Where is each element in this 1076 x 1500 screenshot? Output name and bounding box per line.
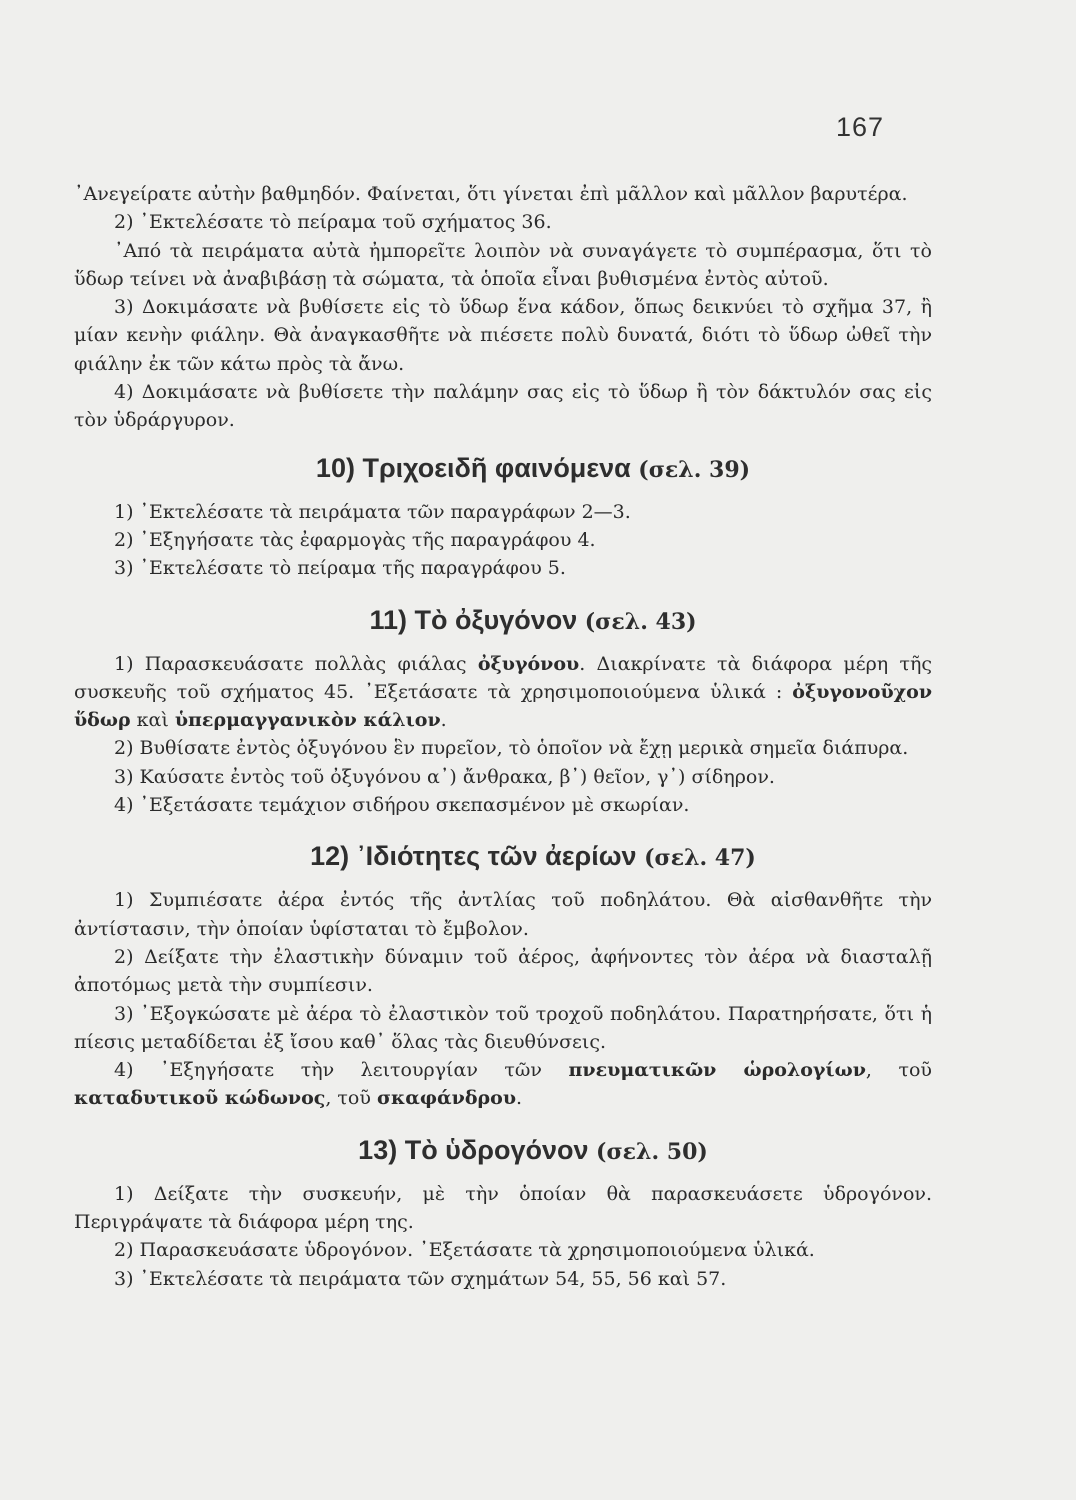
list-item: 4) ᾿Εξηγήσατε τὴν λειτουργίαν τῶν πνευματικῶν ὡρολογίων, τοῦ καταδυτικοῦ κώδωνος, τοῦ σκαφάνδρου. — [74, 1059, 932, 1110]
section-heading-11 — [74, 605, 932, 636]
page-body — [74, 180, 932, 1293]
paragraph: ᾿Ανεγείρατε αὐτὴν βαθμηδόν. Φαίνεται, ὅτι γίνεται ἐπὶ μᾶλλον καὶ μᾶλλον βαρυτέρα. — [74, 183, 908, 205]
section-heading-13 — [74, 1135, 932, 1166]
section-title: 13) Τὸ ὑδρογόνον — [358, 1134, 589, 1165]
paragraph: ᾿Από τὰ πειράματα αὐτὰ ἠμπορεῖτε λοιπὸν νὰ συναγάγετε τὸ συμπέρασμα, ὅτι τὸ ὕδωρ τείνει νὰ ἀναβιβάσῃ τὰ σώματα, τὰ ὁποῖα εἶναι βυθισμένα ἐντὸς αὐτοῦ. — [74, 239, 932, 290]
list-item: 2) Παρασκευάσατε ὑδρογόνον. ᾿Εξετάσατε τὰ χρησιμοποιούμενα ὑλικά. — [114, 1239, 815, 1262]
list-item: 1) Συμπιέσατε ἀέρα ἐντός τῆς ἀντλίας τοῦ ποδηλάτου. Θὰ αἰσθανθῆτε τὴν ἀντίστασιν, τὴν ὁποίαν ὑφίσταται τὸ ἔμβολον. — [74, 889, 932, 940]
page-reference: (σελ. 39) — [638, 456, 751, 483]
list-item: 1) Δείξατε τὴν συσκευήν, μὲ τὴν ὁποίαν θὰ παρασκευάσετε ὑδρογόνον. Περιγράψατε τὰ διάφορα μέρη της. — [74, 1182, 932, 1234]
bold-term: πνευματικῶν ὡρολογίων — [568, 1059, 866, 1082]
list-item: 1) Παρασκευάσατε πολλὰς φιάλας ὀξυγόνου. Διακρίνατε τὰ διάφορα μέρη τῆς συσκευῆς τοῦ σχήματος 45. ᾿Εξετάσατε τὰ χρησιμοποιούμενα ὑλικά : ὀξυγονοῦχον ὕδωρ καὶ ὑπερμαγγανικὸν κάλιον. — [74, 652, 932, 732]
bold-term: καταδυτικοῦ κώδωνος — [74, 1087, 326, 1110]
bold-term: ὀξυγονοῦχον ὕδωρ — [74, 680, 932, 732]
list-item: 2) Δείξατε τὴν ἐλαστικὴν δύναμιν τοῦ ἀέρος, ἀφήνοντες τὸν ἀέρα νὰ διασταλῇ ἀποτόμως μετὰ τὴν συμπίεσιν. — [74, 945, 932, 997]
paragraph: 3) Δοκιμάσατε νὰ βυθίσετε εἰς τὸ ὕδωρ ἕνα κάδον, ὅπως δεικνύει τὸ σχῆμα 37, ἢ μίαν κενὴν φιάλην. Θὰ ἀναγκασθῆτε νὰ πιέσετε πολὺ δυνατά, διότι τὸ ὕδωρ ὠθεῖ τὴν φιάλην ἐκ τῶν κάτω πρὸς τὰ ἄνω. — [74, 296, 932, 375]
bold-term: σκαφάνδρου — [376, 1087, 516, 1110]
page-reference: (σελ. 50) — [596, 1138, 708, 1165]
list-item: 2) Βυθίσατε ἐντὸς ὀξυγόνου ἓν πυρεῖον, τὸ ὁποῖον νὰ ἔχῃ μερικὰ σημεῖα διάπυρα. — [114, 737, 909, 760]
section-heading-10 — [74, 453, 932, 484]
list-item: 3) ᾿Εκτελέσατε τὰ πειράματα τῶν σχημάτων 54, 55, 56 καὶ 57. — [114, 1267, 727, 1290]
section-heading-12 — [74, 841, 932, 872]
paragraph: 4) Δοκιμάσατε νὰ βυθίσετε τὴν παλάμην σας εἰς τὸ ὕδωρ ἢ τὸν δάκτυλόν σας εἰς τὸν ὑδράργυρον. — [74, 381, 932, 432]
list-item: 3) Καύσατε ἐντὸς τοῦ ὀξυγόνου α᾽) ἄνθρακα, β᾽) θεῖον, γ᾽) σίδηρον. — [114, 765, 775, 788]
section-title: 10) Τριχοειδῆ φαινόμενα — [315, 452, 631, 483]
bold-term: ὑπερμαγγανικὸν κάλιον — [174, 709, 441, 732]
list-item: 3) ᾿Εκτελέσατε τὸ πείραμα τῆς παραγράφου 5. — [114, 557, 566, 580]
list-item: 1) ᾿Εκτελέσατε τὰ πειράματα τῶν παραγράφων 2—3. — [114, 500, 631, 523]
paragraph: 2) ᾿Εκτελέσατε τὸ πείραμα τοῦ σχήματος 36. — [114, 211, 552, 234]
bold-term: ὀξυγόνου — [477, 652, 580, 675]
page-reference: (σελ. 47) — [644, 845, 756, 872]
page-number: 167 — [835, 112, 884, 142]
list-item: 2) ᾿Εξηγήσατε τὰς ἐφαρμογὰς τῆς παραγράφου 4. — [114, 528, 596, 551]
page-reference: (σελ. 43) — [584, 608, 697, 635]
section-title: 12) ᾿Ιδιότητες τῶν ἀερίων — [310, 841, 637, 872]
list-item: 3) ᾿Εξογκώσατε μὲ ἀέρα τὸ ἐλαστικὸν τοῦ τροχοῦ ποδηλάτου. Παρατηρήσατε, ὅτι ἡ πίεσις μεταδίδεται ἐξ ἴσου καθ᾽ ὅλας τὰς διευθύνσεις. — [74, 1002, 932, 1053]
section-title: 11) Τὸ ὀξυγόνον — [369, 604, 578, 635]
list-item: 4) ᾿Εξετάσατε τεμάχιον σιδήρου σκεπασμένον μὲ σκωρίαν. — [114, 794, 690, 817]
